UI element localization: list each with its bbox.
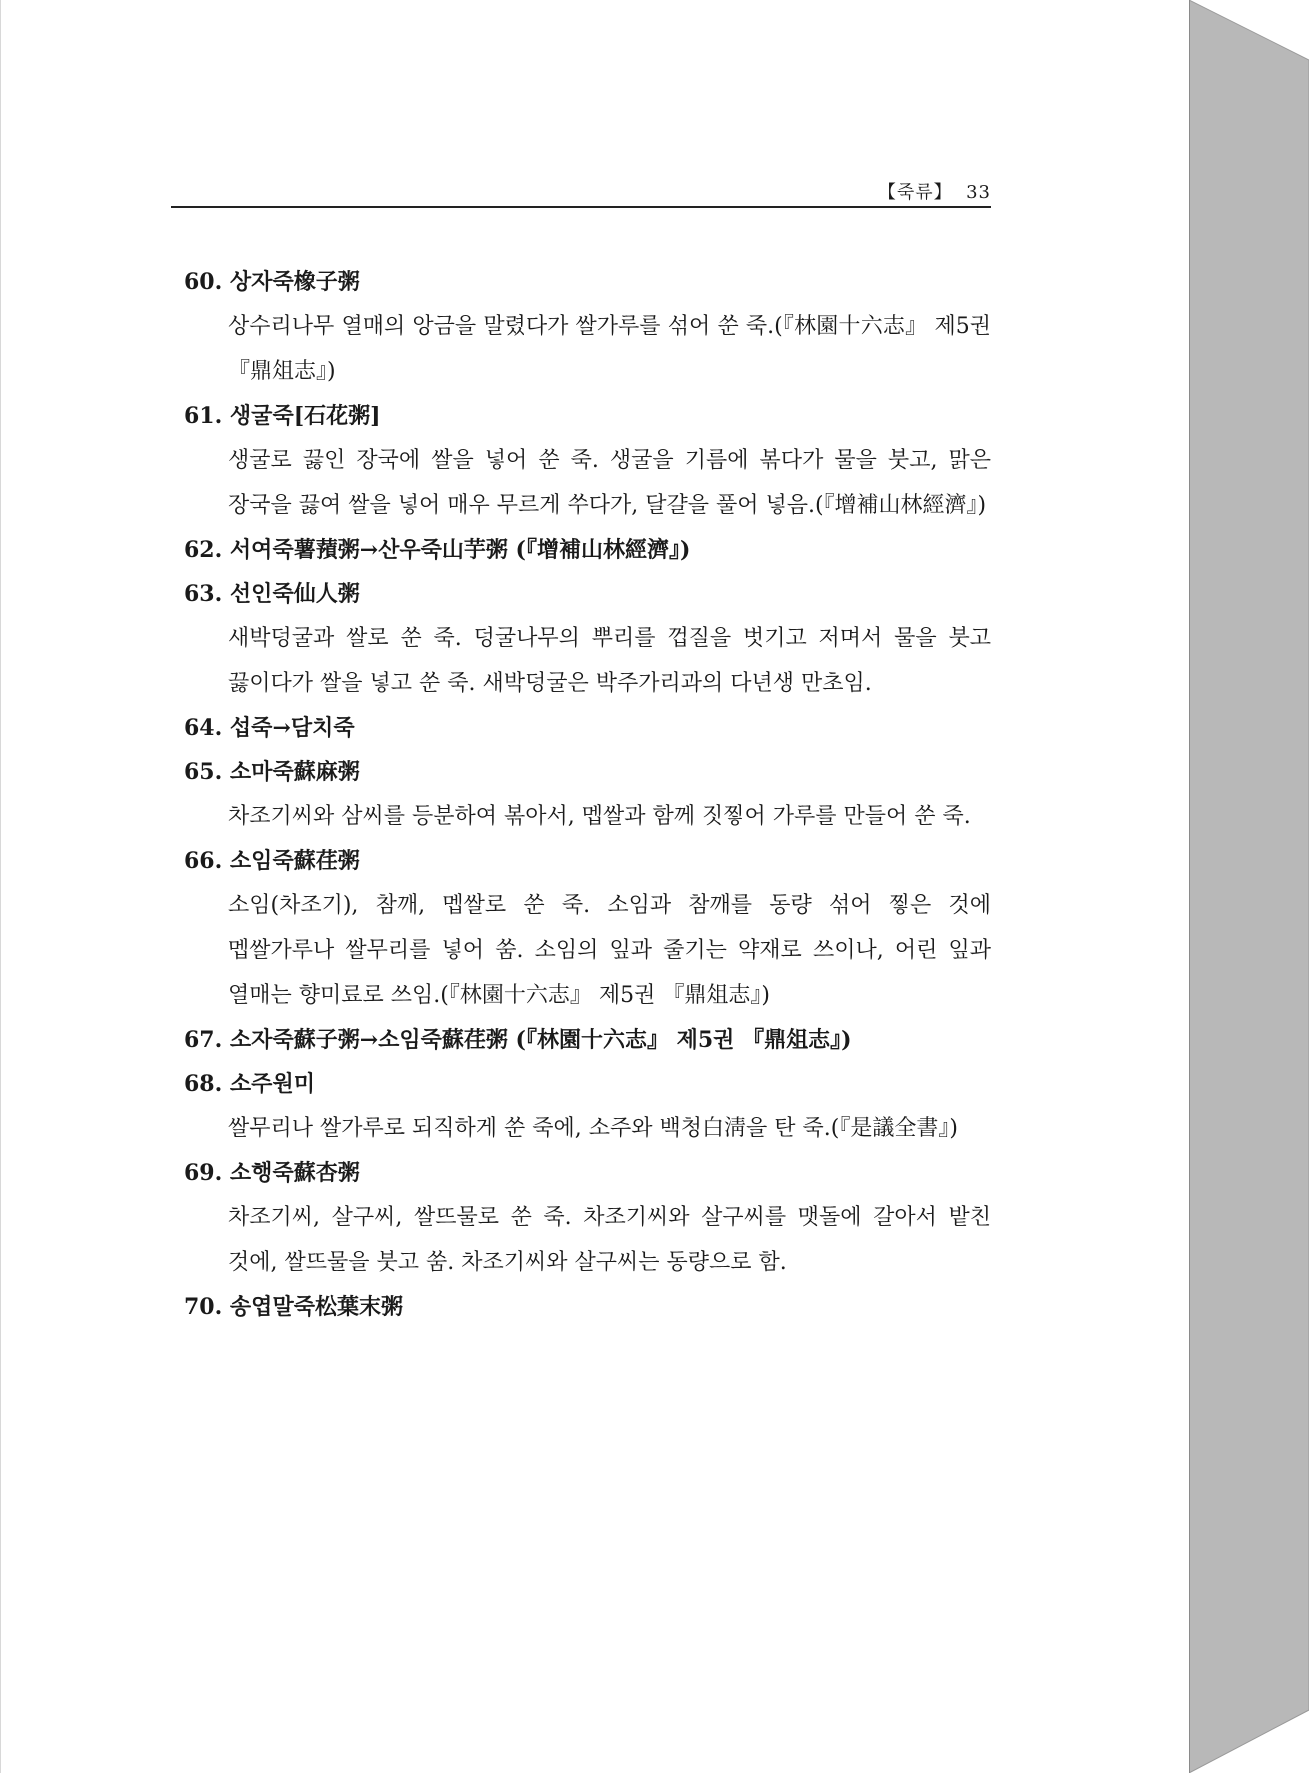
entry-title: 70. 송엽말죽松葉末粥 [184,1294,403,1320]
entry-62 [184,528,984,572]
entry-title: 64. 섭죽→담치죽 [184,715,355,741]
entry-title: 62. 서여죽薯蕷粥→산우죽山芋粥 (『增補山林經濟』) [184,537,691,563]
entry-body: 상수리나무 열매의 앙금을 말렸다가 쌀가루를 섞어 쑨 죽.(『林園十六志』 제5권 『鼎俎志』) [228,314,991,384]
entry-65 [184,750,984,839]
entry-title: 61. 생굴죽[石花粥] [184,403,381,429]
entry-title: 66. 소임죽蘇荏粥 [184,848,360,874]
running-header [171,168,991,208]
entry-67 [184,1018,984,1062]
entry-title: 68. 소주원미 [184,1071,315,1097]
entry-title: 63. 선인죽仙人粥 [184,581,360,607]
entry-body: 생굴로 끓인 장국에 쌀을 넣어 쑨 죽. 생굴을 기름에 볶다가 물을 붓고, 맑은 장국을 끓여 쌀을 넣어 매우 무르게 쑤다가, 달걀을 풀어 넣음.(『增補山林經濟』) [228,448,991,518]
entry-64 [184,706,984,750]
entry-body: 쌀무리나 쌀가루로 되직하게 쑨 죽에, 소주와 백청白淸을 탄 죽.(『是議全書』) [228,1116,958,1141]
entry-61 [184,394,991,528]
entry-title: 60. 상자죽橡子粥 [184,269,360,295]
entry-68 [184,1062,984,1151]
entry-66 [184,839,991,1018]
book-page-edge [1189,0,1309,1773]
header-section: 【죽류】 [877,182,953,203]
entry-body: 차조기씨와 삼씨를 등분하여 볶아서, 멥쌀과 함께 짓찧어 가루를 만들어 쑨 죽. [228,804,971,829]
entry-body: 차조기씨, 살구씨, 쌀뜨물로 쑨 죽. 차조기씨와 살구씨를 맷돌에 갈아서 밭친 것에, 쌀뜨물을 붓고 쑴. 차조기씨와 살구씨는 동량으로 함. [228,1205,991,1275]
entry-body: 소임(차조기), 참깨, 멥쌀로 쑨 죽. 소임과 참깨를 동량 섞어 찧은 것에 멥쌀가루나 쌀무리를 넣어 쑴. 소임의 잎과 줄기는 약재로 쓰이나, 어린 잎과 열매는 향미료로 쓰임.(『林園十六志』 제5권 『鼎俎志』) [228,893,991,1008]
entry-60 [184,260,991,394]
header-label [878,178,991,204]
entry-body: 새박덩굴과 쌀로 쑨 죽. 덩굴나무의 뿌리를 껍질을 벗기고 저며서 물을 붓고 끓이다가 쌀을 넣고 쑨 죽. 새박덩굴은 박주가리과의 다년생 만초임. [228,626,991,696]
entry-title: 65. 소마죽蘇麻粥 [184,759,360,785]
entry-list [184,260,991,1329]
entry-title: 69. 소행죽蘇杏粥 [184,1160,360,1186]
entry-title: 67. 소자죽蘇子粥→소임죽蘇荏粥 (『林園十六志』 제5권 『鼎俎志』) [184,1027,852,1053]
entry-69 [184,1151,991,1285]
header-rule [171,206,991,208]
entry-63 [184,572,991,706]
page-number: 33 [966,182,991,203]
entry-70 [184,1285,984,1329]
